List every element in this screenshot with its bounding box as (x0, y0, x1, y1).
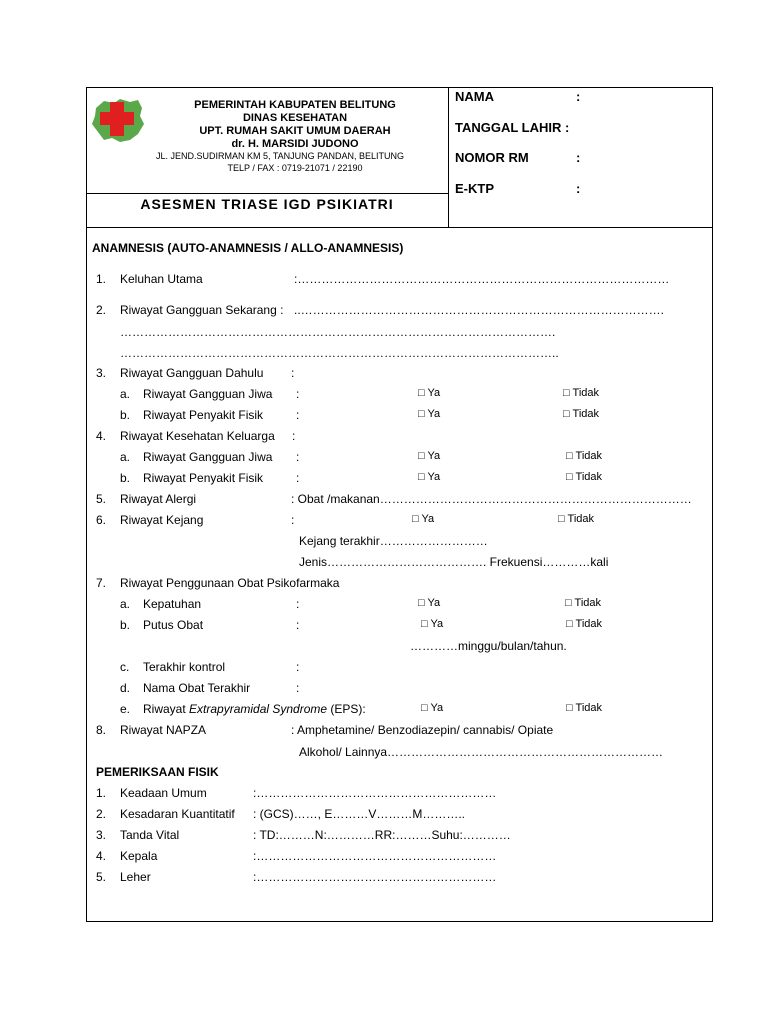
row-label: Riwayat Gangguan Dahulu (120, 366, 264, 380)
checkbox-tidak[interactable]: □ Tidak (566, 618, 602, 630)
sub-colon: : (296, 387, 300, 401)
sub-label: Nama Obat Terakhir (143, 681, 251, 695)
row-label: Kepala (120, 849, 158, 863)
checkbox-ya[interactable]: □ Ya (412, 513, 435, 525)
kejang-jenis-frekuensi-field[interactable]: Jenis…………………………………. Frekuensi…………kali (299, 555, 609, 569)
fisik-title: PEMERIKSAAN FISIK (96, 765, 219, 779)
row-colon: : (291, 366, 295, 380)
row-label: Riwayat Penggunaan Obat Psikofarmaka (120, 576, 340, 590)
checkbox-ya[interactable]: □ Ya (421, 618, 444, 630)
row-num: 3. (96, 828, 107, 842)
sub-label: Riwayat Penyakit Fisik (143, 408, 264, 422)
sub-letter: b. (120, 408, 131, 422)
row-colon: : (291, 513, 295, 527)
header-vertical-divider (448, 87, 449, 227)
checkbox-tidak[interactable]: □ Tidak (558, 513, 594, 525)
sub-letter: d. (120, 681, 131, 695)
org-line-3: UPT. RUMAH SAKIT UMUM DAERAH (199, 125, 391, 137)
checkbox-tidak[interactable]: □ Tidak (566, 702, 602, 714)
identity-label-nomor-rm: NOMOR RM (455, 150, 529, 165)
eps-label-post: (EPS): (327, 702, 366, 716)
sub-label: Putus Obat (143, 618, 204, 632)
checkbox-ya[interactable]: □ Ya (418, 450, 441, 462)
row-label: Riwayat Kesehatan Keluarga (120, 429, 275, 443)
checkbox-tidak[interactable]: □ Tidak (566, 471, 602, 483)
row-num: 2. (96, 807, 107, 821)
alergi-field[interactable]: : Obat /makanan…………………………………………………………………… (291, 492, 692, 506)
tanda-vital-field[interactable]: : TD:………N:…………RR:………Suhu:………… (253, 828, 511, 842)
title-divider (86, 193, 448, 194)
sub-colon: : (296, 597, 300, 611)
row-num: 5. (96, 870, 107, 884)
org-line-1: PEMERINTAH KABUPATEN BELITUNG (194, 99, 396, 111)
sub-letter: a. (120, 450, 131, 464)
row-label: Riwayat Gangguan Sekarang : (120, 303, 284, 317)
checkbox-ya[interactable]: □ Ya (421, 702, 444, 714)
sub-colon: : (296, 450, 300, 464)
row-num: 8. (96, 723, 107, 737)
identity-colon-nama: : (576, 89, 581, 104)
sub-label: Riwayat Penyakit Fisik (143, 471, 264, 485)
keadaan-umum-field[interactable]: :…………………………………………………… (253, 786, 497, 800)
identity-label-nama: NAMA (455, 89, 494, 104)
sub-letter: a. (120, 597, 131, 611)
checkbox-ya[interactable]: □ Ya (418, 471, 441, 483)
checkbox-ya[interactable]: □ Ya (418, 387, 441, 399)
checkbox-ya[interactable]: □ Ya (418, 408, 441, 420)
row-label: Riwayat NAPZA (120, 723, 207, 737)
org-address: JL. JEND.SUDIRMAN KM 5, TANJUNG PANDAN, BELITUNG (155, 151, 405, 161)
row-label: Keluhan Utama (120, 272, 203, 286)
napza-lainnya-field[interactable]: Alkohol/ Lainnya…………………………………………………………… (299, 745, 664, 759)
row-num: 6. (96, 513, 107, 527)
hospital-logo (90, 96, 146, 144)
riwayat-sekarang-field[interactable]: ..………………………………………………………………………………. (294, 303, 665, 317)
row-label: Riwayat Kejang (120, 513, 204, 527)
sub-label: Kepatuhan (143, 597, 202, 611)
row-num: 1. (96, 786, 107, 800)
sub-label-eps (143, 702, 366, 716)
checkbox-ya[interactable]: □ Ya (418, 597, 441, 609)
sub-label: Riwayat Gangguan Jiwa (143, 387, 273, 401)
identity-colon-ektp: : (576, 181, 581, 196)
putus-obat-duration-field[interactable]: …………minggu/bulan/tahun. (410, 639, 567, 653)
row-num: 2. (96, 303, 107, 317)
row-num: 7. (96, 576, 107, 590)
napza-options: : Amphetamine/ Benzodiazepin/ cannabis/ Opiate (291, 723, 554, 737)
row-num: 4. (96, 849, 107, 863)
row-num: 3. (96, 366, 107, 380)
row-num: 4. (96, 429, 107, 443)
row-label: Riwayat Alergi (120, 492, 197, 506)
sub-colon: : (296, 618, 300, 632)
identity-label-tanggal-lahir: TANGGAL LAHIR : (455, 120, 570, 135)
kejang-terakhir-field[interactable]: Kejang terakhir……………………… (299, 534, 488, 548)
checkbox-tidak[interactable]: □ Tidak (563, 387, 599, 399)
row-label: Leher (120, 870, 151, 884)
identity-colon-nomor-rm: : (576, 150, 581, 165)
sub-colon: : (296, 471, 300, 485)
row-label: Kesadaran Kuantitatif (120, 807, 235, 821)
header-bottom-divider (86, 227, 713, 228)
sub-letter: b. (120, 618, 131, 632)
org-line-2: DINAS KESEHATAN (242, 112, 348, 124)
sub-letter: e. (120, 702, 131, 716)
row-num: 5. (96, 492, 107, 506)
checkbox-tidak[interactable]: □ Tidak (566, 450, 602, 462)
form-title: ASESMEN TRIASE IGD PSIKIATRI (140, 196, 394, 212)
checkbox-tidak[interactable]: □ Tidak (565, 597, 601, 609)
sub-letter: c. (120, 660, 130, 674)
checkbox-tidak[interactable]: □ Tidak (563, 408, 599, 420)
sub-colon: : (296, 681, 300, 695)
sub-colon: : (296, 660, 300, 674)
eps-label-pre: Riwayat (143, 702, 190, 716)
org-line-4: dr. H. MARSIDI JUDONO (231, 138, 359, 150)
row-label: Keadaan Umum (120, 786, 207, 800)
row-num: 1. (96, 272, 107, 286)
kesadaran-field[interactable]: : (GCS)……, E………V………M……….. (253, 807, 466, 821)
org-phone: TELP / FAX : 0719-21071 / 22190 (227, 163, 363, 173)
sub-label: Terakhir kontrol (143, 660, 226, 674)
riwayat-sekarang-line-2[interactable]: ………………………………………………………………………………………………. (120, 325, 556, 339)
anamnesis-title: ANAMNESIS (AUTO-ANAMNESIS / ALLO-ANAMNESIS) (92, 241, 404, 255)
eps-label-italic: Extrapyramidal Syndrome (189, 702, 328, 716)
keluhan-utama-field[interactable]: :………………………………………………………………………………… (294, 272, 670, 286)
sub-letter: a. (120, 387, 131, 401)
sub-colon: : (296, 408, 300, 422)
row-colon: : (292, 429, 296, 443)
riwayat-sekarang-line-3[interactable]: ……………………………………………………………………………………………….. (120, 346, 559, 360)
row-label: Tanda Vital (120, 828, 180, 842)
sub-letter: b. (120, 471, 131, 485)
sub-label: Riwayat Gangguan Jiwa (143, 450, 273, 464)
leher-field[interactable]: :…………………………………………………… (253, 870, 497, 884)
kepala-field[interactable]: :…………………………………………………… (253, 849, 497, 863)
identity-label-ektp: E-KTP (455, 181, 494, 196)
